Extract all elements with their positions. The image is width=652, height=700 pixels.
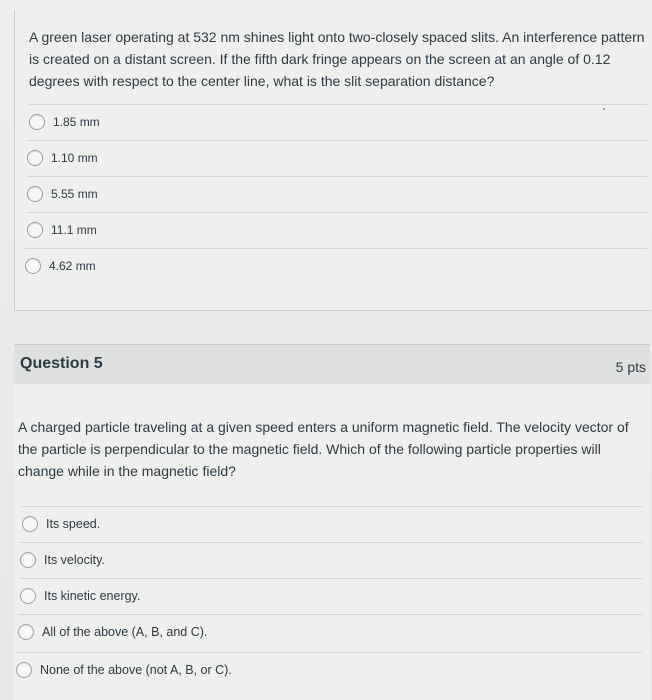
answer-option[interactable]: [18, 614, 642, 649]
answer-label: 1.10 mm: [51, 151, 98, 165]
radio-button-icon[interactable]: [27, 186, 43, 202]
answer-label: Its velocity.: [44, 553, 105, 567]
question-points: 5 pts: [615, 359, 646, 375]
answer-label: Its kinetic energy.: [44, 589, 141, 603]
radio-button-icon[interactable]: [16, 662, 32, 678]
answer-label: None of the above (not A, B, or C).: [40, 663, 232, 677]
question-5-text: A charged particle traveling at a given speed enters a uniform magnetic field. The velocity vector of the particle is perpendicular to the magnetic field. Which of the following particle properties will change while in the magnetic field?: [18, 419, 629, 479]
answer-option[interactable]: [20, 542, 642, 577]
answer-label: 11.1 mm: [51, 223, 97, 237]
question-title: Question 5: [20, 355, 103, 372]
answer-option[interactable]: [29, 104, 647, 139]
radio-button-icon[interactable]: [25, 258, 41, 274]
radio-button-icon[interactable]: [27, 222, 43, 238]
radio-button-icon[interactable]: [22, 516, 38, 532]
question-5-panel: [14, 384, 650, 700]
answer-label: All of the above (A, B, and C).: [42, 625, 208, 639]
answer-option[interactable]: [16, 652, 642, 687]
question-4-panel: [14, 10, 651, 311]
answer-label: 5.55 mm: [51, 187, 98, 201]
answer-option[interactable]: [27, 212, 647, 247]
answer-option[interactable]: [22, 506, 642, 541]
answer-option[interactable]: [20, 578, 642, 613]
answer-option[interactable]: [27, 140, 647, 175]
answer-label: Its speed.: [46, 517, 101, 531]
answer-label: 4.62 mm: [49, 259, 96, 273]
answer-option[interactable]: [27, 176, 647, 211]
radio-button-icon[interactable]: [29, 114, 45, 130]
radio-button-icon[interactable]: [20, 588, 36, 604]
answer-option[interactable]: [25, 248, 647, 283]
question-5-header: [14, 344, 650, 386]
question-4-text: A green laser operating at 532 nm shines light onto two-closely spaced slits. An interference pattern is created on a distant screen. If the fifth dark fringe appears on the screen at an angle of 0.12 degrees with respect to the center line, what is the slit separation distance?: [29, 29, 645, 89]
radio-button-icon[interactable]: [27, 150, 43, 166]
radio-button-icon[interactable]: [18, 624, 34, 640]
radio-button-icon[interactable]: [20, 552, 36, 568]
answer-label: 1.85 mm: [53, 115, 100, 129]
